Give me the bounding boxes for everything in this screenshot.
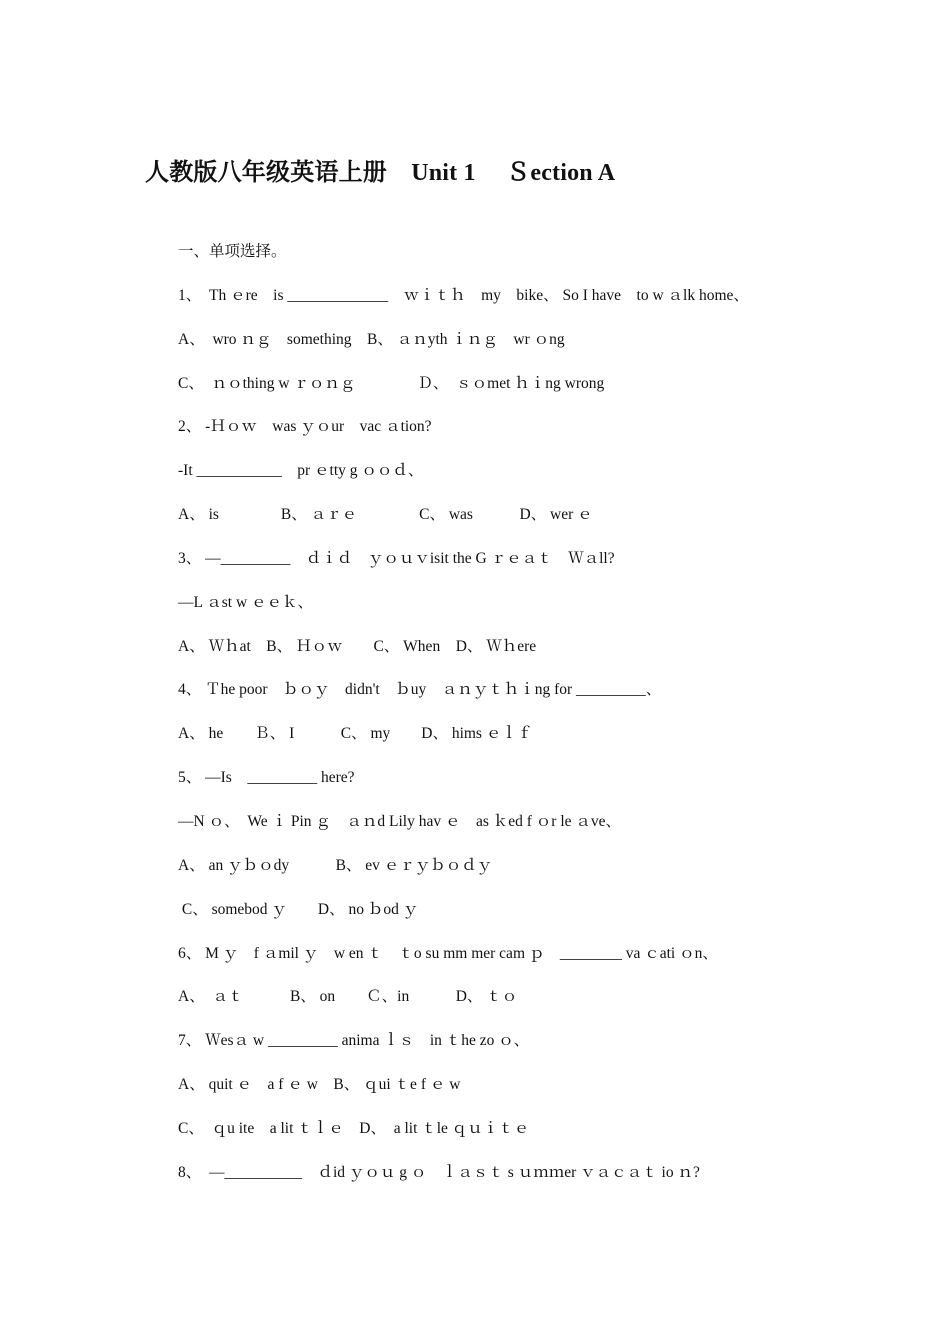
question-line: 5、 —Is _________ here? xyxy=(178,769,355,787)
section-heading: 一、单项选择。 xyxy=(178,243,287,260)
question-list xyxy=(178,240,898,1205)
question-line: 6、 M ｙ f ａmil ｙ w en ｔ ｔo su mm mer cam ｐ ________ va ｃati ｏn、 xyxy=(178,944,718,962)
question-line: 7、 Ｗesａ w _________ anima ｌｓ in ｔhe zo ｏ、 xyxy=(178,1032,530,1050)
question-line: —L ａst w ｅｅｋ、 xyxy=(178,593,314,611)
question-line: 1、 Th ｅre is _____________ ｗｉｔｈ my bike、 So I have to w ａlk home、 xyxy=(178,286,749,304)
question-line: C、 somebod ｙ D、 no ｂod ｙ xyxy=(178,900,419,918)
question-line: A、 ａｔ B、 on Ｃ、in D、 ｔｏ xyxy=(178,988,518,1006)
question-line: 4、 Ｔhe poor ｂｏｙ didn't ｂuy ａｎｙｔｈｉng for _________、 xyxy=(178,681,662,699)
question-line: A、 he Ｂ、 I C、 my D、 hims ｅｌｆ xyxy=(178,725,533,743)
question-line: 3、 —_________ ｄｉｄ ｙｏｕｖisit the G ｒｅａｔ Ｗａll? xyxy=(178,549,615,567)
question-line: C、 ｎｏthing w ｒｏｎｇ Ｄ、 ｓｏmet ｈｉng wrong xyxy=(178,374,605,392)
question-line: 2、 -Ｈｏｗ was ｙｏur vac ａtion? xyxy=(178,418,432,436)
question-line: A、 an ｙｂｏdy B、 ev ｅｒｙｂｏｄｙ xyxy=(178,856,493,874)
question-line: A、 quit ｅ a f ｅ w B、 ｑui ｔe f ｅ w xyxy=(178,1076,461,1094)
question-line: A、 wro ｎｇ something B、 ａｎyth ｉｎｇ wr ｏng xyxy=(178,330,565,348)
question-line: 8、 —__________ ｄid ｙｏｕ g ｏ ｌａｓｔ s ｕｍｍer ｖａｃａｔ io ｎ? xyxy=(178,1163,700,1181)
question-line: C、 ｑu ite a lit ｔｌｅ D、 a lit ｔle ｑｕｉｔｅ xyxy=(178,1119,530,1137)
page-title: 人教版八年级英语上册 Unit 1 Ｓection A xyxy=(145,160,616,186)
question-line: —N ｏ、 We ｉ Pin ｇ ａｎd Lily hav ｅ as ｋed f ｏr le ａve、 xyxy=(178,812,622,830)
question-line: A、 Ｗｈat B、 Ｈｏｗ C、 When D、 Ｗｈere xyxy=(178,637,537,655)
question-line: A、 is B、 ａｒｅ C、 was D、 wer ｅ xyxy=(178,506,593,524)
question-line: -It ___________ pr ｅtty g ｏｏｄ、 xyxy=(178,462,424,480)
